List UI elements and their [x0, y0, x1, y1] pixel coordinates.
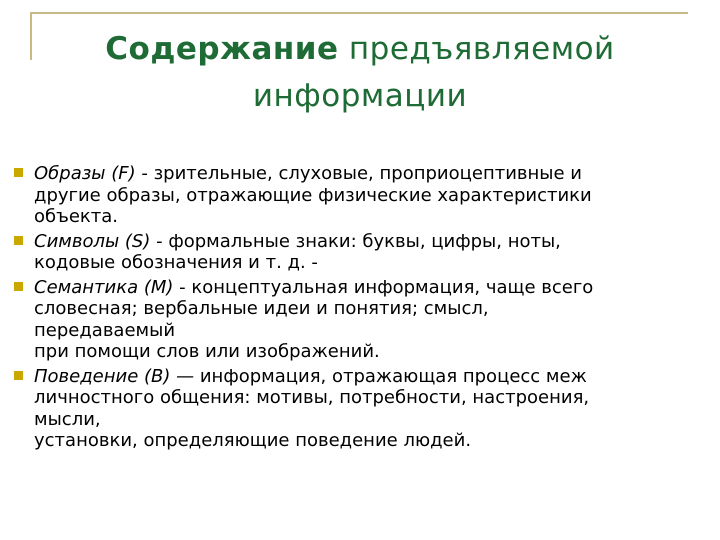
square-bullet-icon — [14, 236, 23, 245]
bullet-line — [34, 277, 704, 299]
bullet-item-images — [14, 163, 704, 228]
bullet-term: Семантика (M) — [34, 276, 174, 298]
bullet-line — [34, 366, 704, 388]
square-bullet-icon — [14, 282, 23, 291]
bullet-text: другие образы, отражающие физические характеристики — [34, 184, 592, 206]
bullet-text: объекта. — [34, 206, 119, 227]
bullet-item-symbols — [14, 231, 704, 274]
bullet-text: - концептуальная информация, чаще всего — [173, 276, 594, 298]
bullet-text: — информация, отражающая процесс меж — [170, 365, 587, 387]
bullet-text: кодовые обозначения и т. д. - — [34, 252, 318, 273]
bullet-text: мысли, — [34, 408, 101, 430]
slide-title — [0, 26, 720, 120]
bullet-item-behavior — [14, 366, 704, 452]
slide-title-rest: предъявляемой — [338, 31, 615, 67]
bullet-list — [14, 163, 704, 455]
bullet-text: словесная; вербальные идеи и понятия; смысл, — [34, 298, 489, 319]
bullet-term: Поведение (B) — [34, 365, 171, 387]
slide-title-bold: Содержание — [105, 31, 339, 67]
bullet-text: - формальные знаки: буквы, цифры, ноты, — [150, 230, 561, 252]
bullet-line — [34, 163, 704, 185]
square-bullet-icon — [14, 168, 23, 177]
slide-title-line2: информации — [252, 78, 468, 114]
title-accent-horizontal-line — [30, 12, 688, 14]
bullet-text: передаваемый — [34, 319, 176, 341]
bullet-term: Символы (S) — [34, 230, 151, 252]
bullet-term: Образы (F) — [34, 163, 136, 184]
bullet-text: при помощи слов или изображений. — [34, 341, 380, 362]
bullet-line — [34, 231, 704, 253]
bullet-text: установки, определяющие поведение людей. — [34, 430, 472, 451]
bullet-item-semantics — [14, 277, 704, 363]
bullet-text: личностного общения: мотивы, потребности, настроения, — [34, 387, 590, 408]
bullet-text: - зрительные, слуховые, проприоцептивные и — [135, 163, 582, 184]
square-bullet-icon — [14, 371, 23, 380]
